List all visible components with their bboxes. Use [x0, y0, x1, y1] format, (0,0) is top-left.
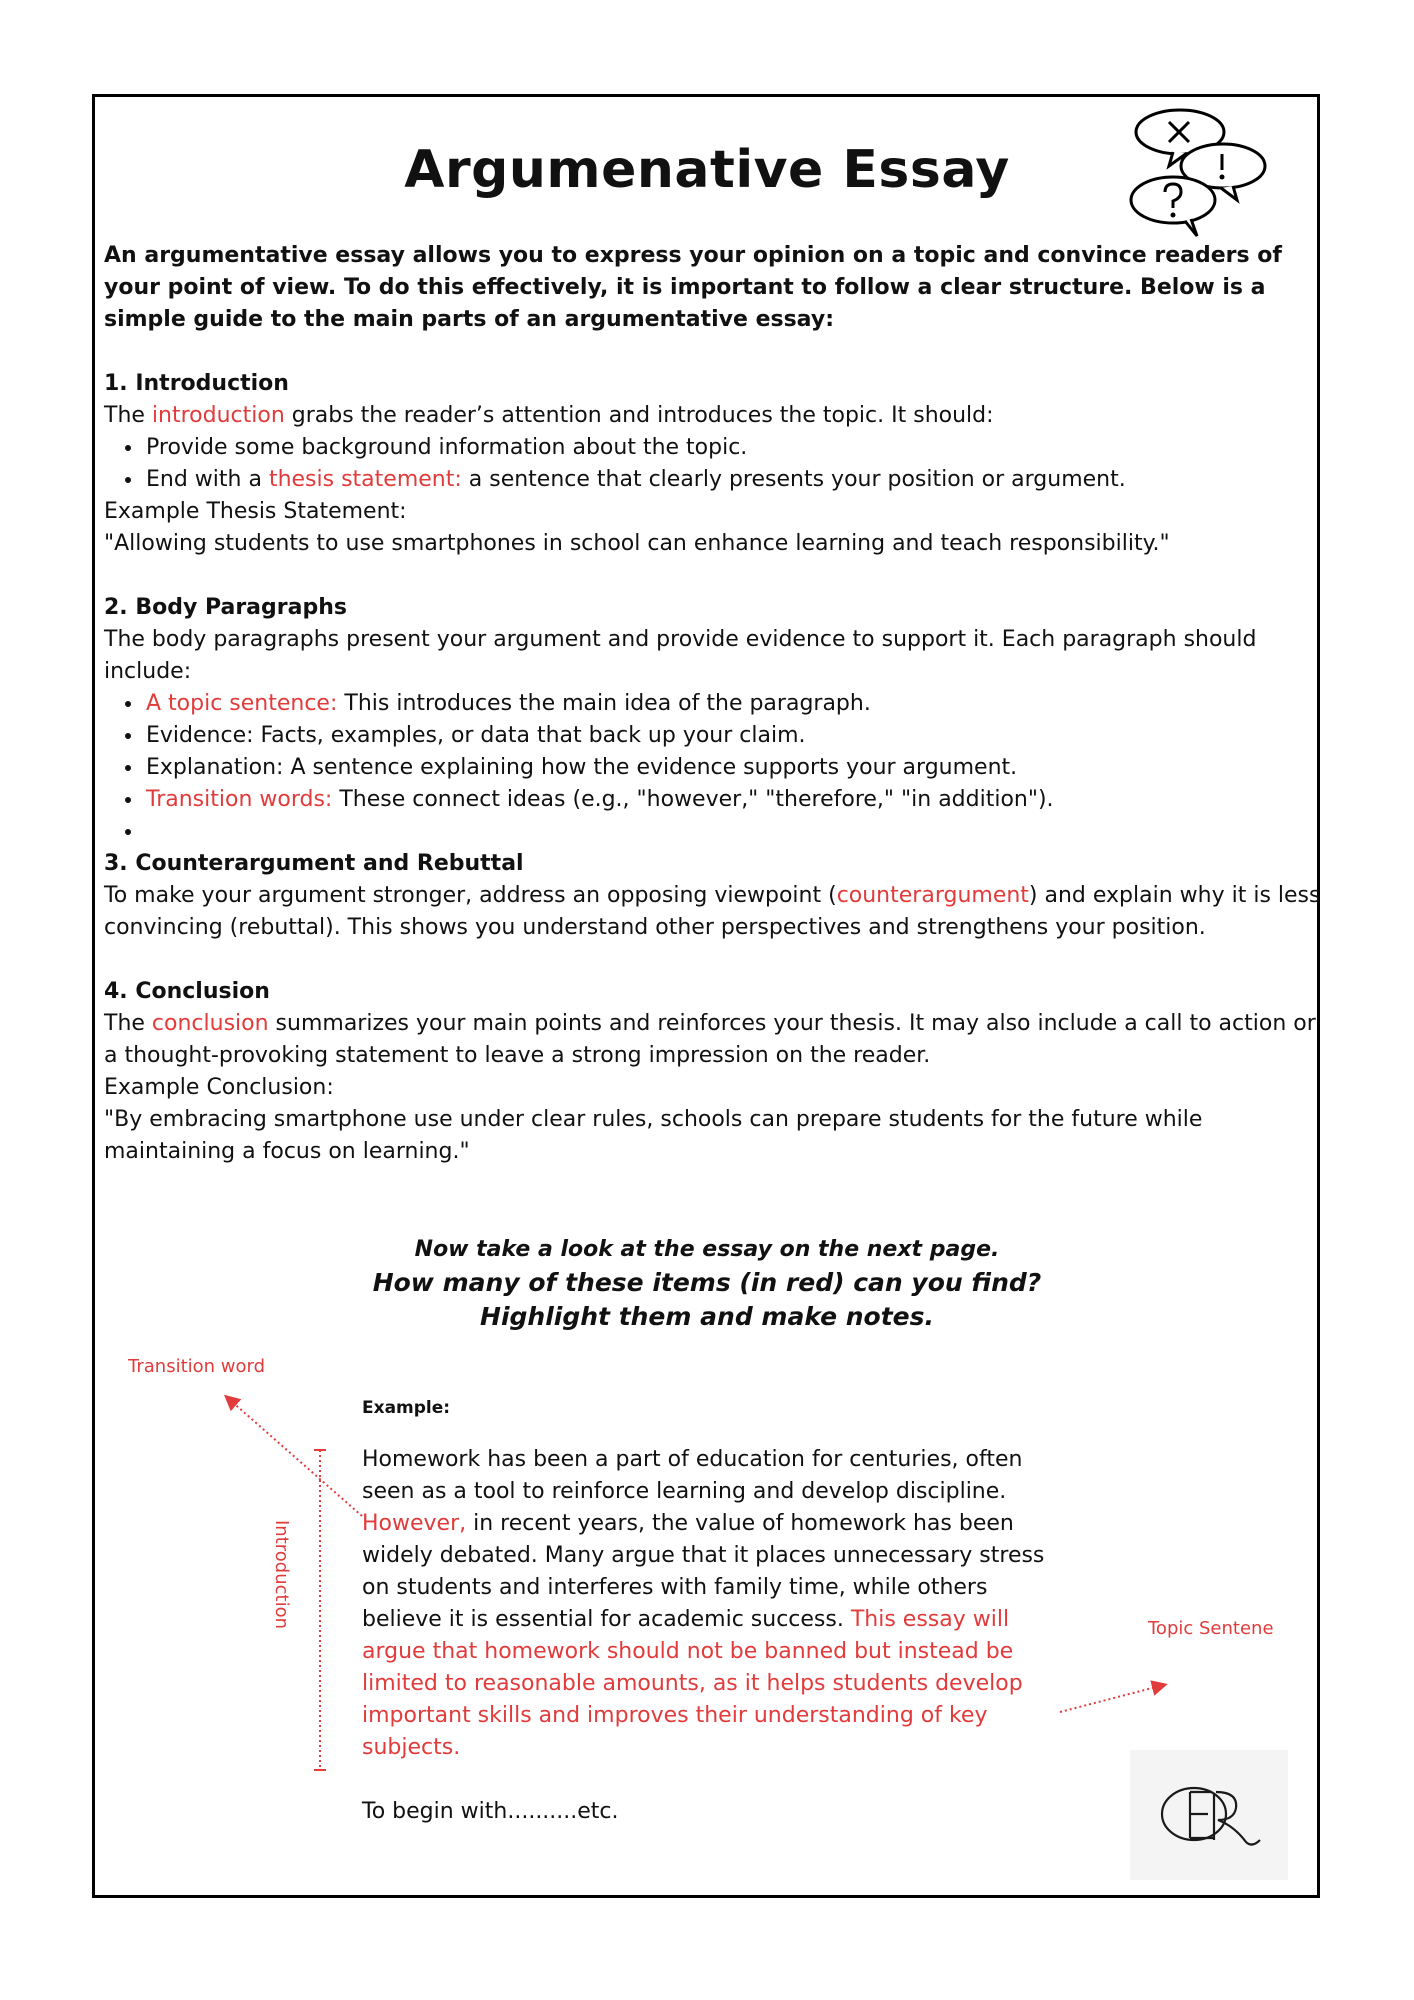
red-term: thesis statement:	[268, 467, 462, 492]
intro-paragraph: An argumentative essay allows you to express your opinion on a topic and convince readers of your point of view. To do this effectively, it is important to follow a clear structure. Below is a simple guide to the main parts of an argumentative essay:	[104, 243, 1282, 332]
annotation-introduction: Introduction	[271, 1520, 292, 1630]
brand-logo	[1130, 1750, 1288, 1880]
prompt-line: How many of these items (in red) can you find?	[372, 1268, 1042, 1297]
prompt-line: Highlight them and make notes.	[480, 1302, 934, 1331]
example-quote: "By embracing smartphone use under clear rules, schools can prepare students for the future while maintaining a focus on learning."	[104, 1107, 1203, 1164]
section-heading: 3. Counterargument and Rebuttal	[104, 851, 524, 876]
list-item-empty	[144, 816, 1324, 848]
bullet-list	[104, 688, 1324, 848]
annotation-topic-sentence: Topic Sentene	[1148, 1618, 1274, 1639]
section-counterargument	[104, 848, 1324, 944]
list-item: • A topic sentence: This introduces the main idea of the paragraph.	[144, 688, 1324, 720]
list-item: • Provide some background information about the topic.	[144, 432, 1324, 464]
red-term: conclusion	[151, 1011, 269, 1036]
section-paragraph: The conclusion summarizes your main points and reinforces your thesis. It may also include a call to action or a thought-provoking statement to leave a strong impression on the reader.	[104, 1011, 1316, 1068]
example-label: Example:	[362, 1398, 451, 1418]
section-heading: 1. Introduction	[104, 371, 289, 396]
example-label: Example Thesis Statement:	[104, 499, 407, 524]
red-term: Transition words:	[146, 787, 333, 812]
section-paragraph: To make your argument stronger, address an opposing viewpoint (counterargument) and explain why it is less convincing (rebuttal). This shows you understand other perspectives and strengthens your position.	[104, 883, 1321, 940]
example-paragraph: Homework has been a part of education for centuries, often seen as a tool to reinforce learning and develop discipline. However, in recent years, the value of homework has been widely debated. Many argue that it places unnecessary stress on students and interferes with family time, while others believe it is essential for academic success. This essay will argue that homework should not be banned but instead be limited to reasonable amounts, as it helps students develop important skills and improves their understanding of key subjects.	[362, 1447, 1045, 1760]
red-term: counterargument	[836, 883, 1029, 908]
section-heading: 2. Body Paragraphs	[104, 595, 347, 620]
red-term: However,	[362, 1511, 467, 1536]
list-item: • Explanation: A sentence explaining how the evidence supports your argument.	[144, 752, 1324, 784]
list-item: • Evidence: Facts, examples, or data that back up your claim.	[144, 720, 1324, 752]
prompt-line: Now take a look at the essay on the next page.	[414, 1237, 1000, 1262]
bullet-list	[104, 432, 1324, 496]
example-essay	[362, 1444, 1062, 1828]
example-label: Example Conclusion:	[104, 1075, 334, 1100]
er-monogram-icon	[1130, 1750, 1288, 1880]
section-paragraph: The introduction grabs the reader’s attention and introduces the topic. It should:	[104, 403, 994, 428]
red-term: introduction	[151, 403, 285, 428]
red-term: This essay will argue that homework should not be banned but instead be limited to reasonable amounts, as it helps students develop important skills and improves their understanding of key subjects.	[362, 1607, 1023, 1760]
page-title: Argumenative Essay	[404, 140, 1010, 200]
section-heading: 4. Conclusion	[104, 979, 270, 1004]
list-item: • End with a thesis statement: a sentence that clearly presents your position or argument.	[144, 464, 1324, 496]
annotation-transition-word: Transition word	[128, 1356, 266, 1377]
example-closing: To begin with..........etc.	[362, 1799, 619, 1824]
section-body-paragraphs	[104, 592, 1324, 848]
example-quote: "Allowing students to use smartphones in school can enhance learning and teach responsibility."	[104, 531, 1170, 556]
section-paragraph: The body paragraphs present your argument and provide evidence to support it. Each paragraph should include:	[104, 627, 1257, 684]
instruction-prompt	[0, 1234, 1414, 1334]
section-introduction	[104, 368, 1324, 560]
section-conclusion	[104, 976, 1324, 1168]
red-term: A topic sentence:	[146, 691, 338, 716]
list-item: • Transition words: These connect ideas (e.g., "however," "therefore," "in addition").	[144, 784, 1324, 816]
